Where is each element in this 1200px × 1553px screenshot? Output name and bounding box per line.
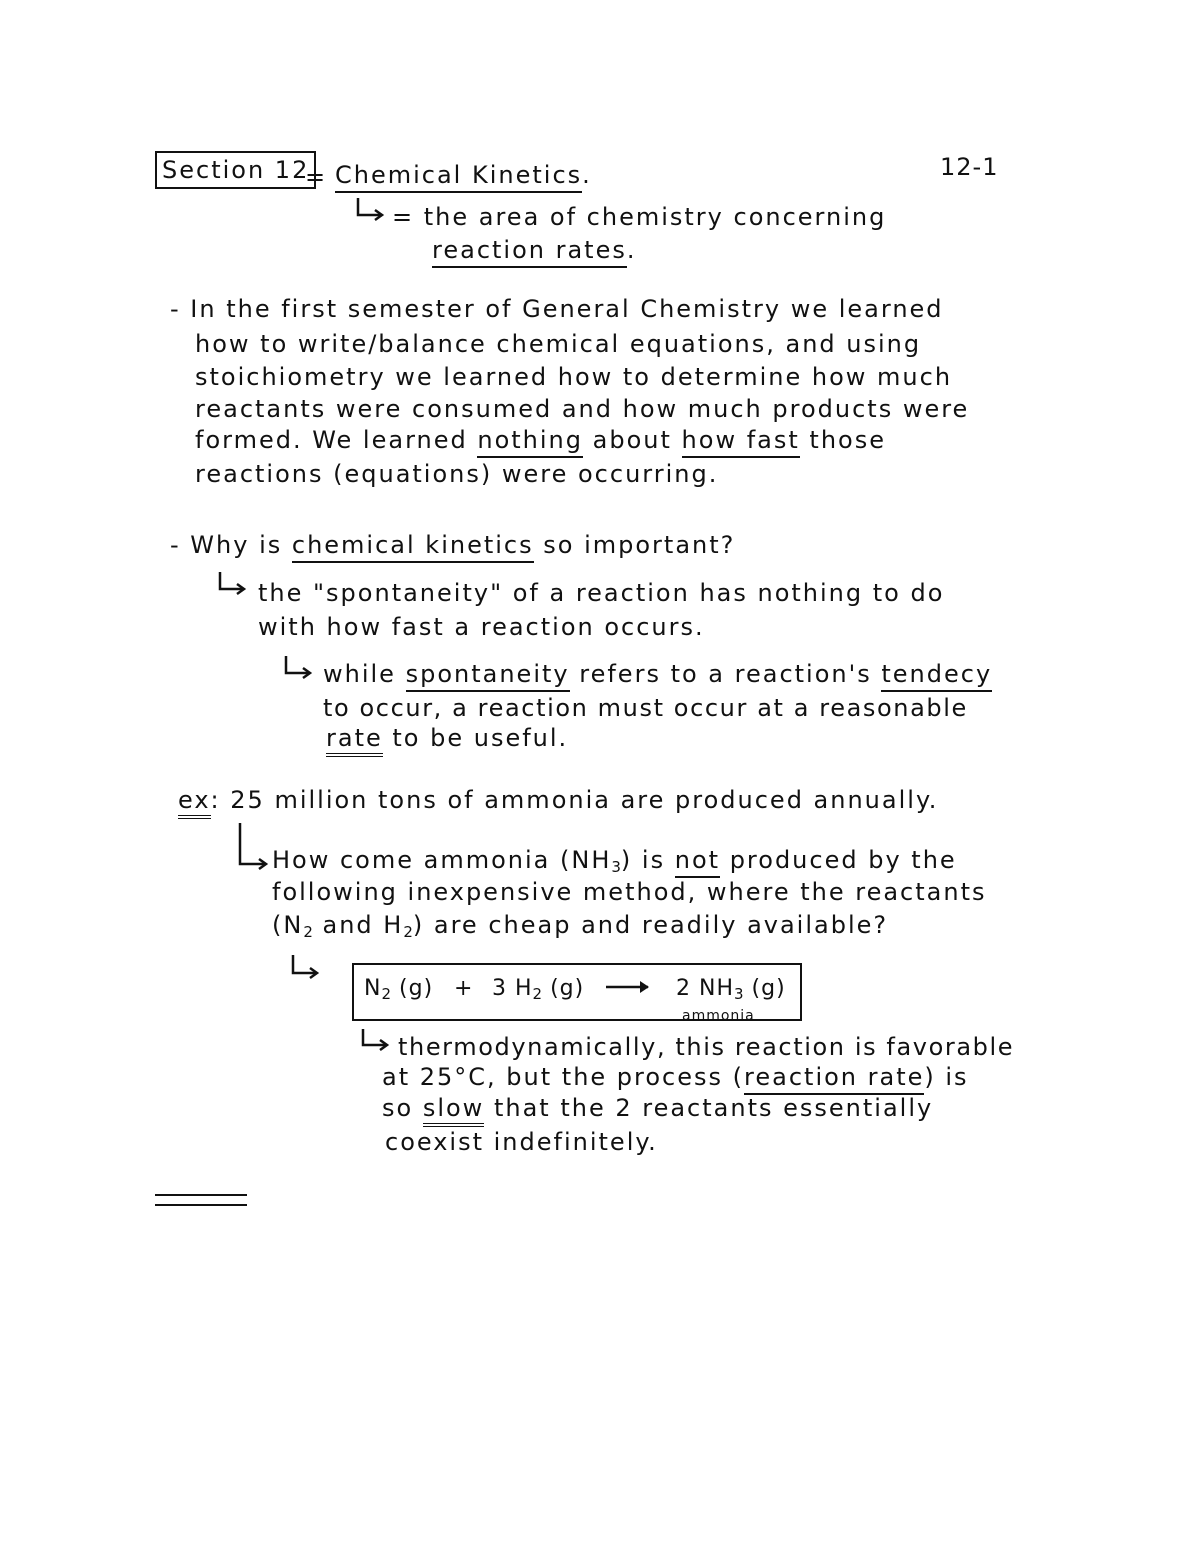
eq-nh3-state: (g) xyxy=(751,976,786,1001)
eq-n2-sub: 2 xyxy=(381,985,392,1003)
page-title-period: . xyxy=(582,161,592,189)
point2-line-3-rest: to be useful. xyxy=(392,724,569,752)
example-label: ex xyxy=(178,786,211,819)
eq-plus: + xyxy=(454,976,474,1001)
thermo-line-3 xyxy=(382,1096,933,1120)
eq-n2-state: (g) xyxy=(399,976,434,1001)
para1-line-5-a: formed. We learned xyxy=(195,426,468,454)
section-end-double-rule xyxy=(155,1194,247,1206)
hooked-arrow-icon xyxy=(355,198,385,222)
thermo-slow: slow xyxy=(423,1094,484,1127)
hooked-arrow-icon xyxy=(217,572,247,596)
para1-line-2: how to write/balance chemical equations, and using xyxy=(195,330,922,358)
point2-line-3 xyxy=(326,726,568,750)
point2-refers: refers to a reaction's xyxy=(579,660,872,688)
ammonia-q-line-3 xyxy=(272,913,888,940)
eq-nh3-symbol: 2 NH xyxy=(676,976,734,1001)
eq-h2-sub: 2 xyxy=(532,985,543,1003)
eq-nh3-sub: 3 xyxy=(734,985,744,1003)
eq-h2 xyxy=(492,976,584,1003)
thermo-3b: that the 2 reactants essentially xyxy=(493,1094,934,1122)
para1-line-3: stoichiometry we learned how to determine how much xyxy=(195,363,953,391)
thermo-reaction-rate: reaction rate xyxy=(744,1063,924,1095)
hooked-arrow-icon xyxy=(290,955,320,979)
thermo-3a: so xyxy=(382,1094,414,1122)
point2-tendecy: tendecy xyxy=(881,660,992,692)
thermo-2a: at 25°C, but the process ( xyxy=(382,1063,745,1091)
ammonia-q-3c: ) are cheap and readily available? xyxy=(412,911,889,939)
reaction-equation-box xyxy=(352,963,802,1024)
ammonia-q-3b: and H xyxy=(312,911,404,939)
ammonia-q-c: produced by the xyxy=(729,846,957,874)
para1-line-1: - In the first semester of General Chemistry we learned xyxy=(170,295,944,323)
para1-line-6: reactions (equations) were occurring. xyxy=(195,460,719,488)
ammonia-q-line-2: following inexpensive method, where the reactants xyxy=(272,878,987,906)
thermo-2b: ) is xyxy=(924,1063,969,1091)
definition-period: . xyxy=(626,236,637,264)
definition-line-1: = the area of chemistry concerning xyxy=(392,203,887,231)
section-label-text: Section 12 xyxy=(155,151,316,189)
para1-line-4: reactants were consumed and how much products were xyxy=(195,395,970,423)
question-dash: - Why is xyxy=(170,531,283,559)
definition-reaction-rates: reaction rates xyxy=(432,236,627,268)
point1-line-2: with how fast a reaction occurs. xyxy=(258,613,705,641)
example-colon: : xyxy=(210,786,221,814)
para1-line-5-c: those xyxy=(809,426,886,454)
hooked-arrow-icon xyxy=(237,823,267,871)
ammonia-q-3sub2: 2 xyxy=(403,923,413,941)
question-rest: so important? xyxy=(543,531,736,559)
hooked-arrow-icon xyxy=(283,656,313,680)
eq-h2-state: (g) xyxy=(550,976,585,1001)
point2-rate: rate xyxy=(326,724,383,757)
ammonia-q-3sub1: 2 xyxy=(303,923,313,941)
para1-line-5 xyxy=(195,428,886,452)
example-text: 25 million tons of ammonia are produced annually. xyxy=(230,786,939,814)
eq-n2 xyxy=(364,976,433,1003)
eq-h2-symbol: 3 H xyxy=(492,976,533,1001)
thermo-line-2 xyxy=(382,1065,969,1089)
hooked-arrow-icon xyxy=(360,1029,390,1053)
point1-line-1: the "spontaneity" of a reaction has nothing to do xyxy=(258,579,945,607)
page-number: 12-1 xyxy=(940,153,999,181)
ammonia-q-b: ) is xyxy=(620,846,666,874)
ammonia-q-line-1 xyxy=(272,848,957,875)
page-title-text: Chemical Kinetics xyxy=(335,161,582,193)
example-line xyxy=(178,788,938,812)
question-chemical-kinetics: chemical kinetics xyxy=(292,531,534,563)
header-equals: = xyxy=(305,163,328,191)
eq-ammonia-label: ammonia xyxy=(682,1008,755,1024)
definition-line-2 xyxy=(432,238,637,262)
thermo-line-4: coexist indefinitely. xyxy=(385,1128,658,1156)
para1-how-fast: how fast xyxy=(682,426,800,458)
ammonia-q-sub: 3 xyxy=(611,858,621,876)
ammonia-q-a: How come ammonia (NH xyxy=(272,846,612,874)
point2-spontaneity: spontaneity xyxy=(406,660,570,692)
point2-line-2: to occur, a reaction must occur at a reasonable xyxy=(323,694,968,722)
thermo-line-1: thermodynamically, this reaction is favorable xyxy=(398,1033,1015,1061)
page-title xyxy=(335,163,592,187)
question-line xyxy=(170,533,735,557)
point2-line-1 xyxy=(323,662,992,686)
para1-nothing: nothing xyxy=(477,426,583,458)
eq-nh3 xyxy=(676,976,786,1003)
eq-n2-symbol: N xyxy=(364,976,382,1001)
para1-line-5-b: about xyxy=(592,426,672,454)
section-label xyxy=(155,158,316,182)
right-arrow-icon xyxy=(604,978,652,996)
point2-while: while xyxy=(323,660,396,688)
ammonia-q-not: not xyxy=(675,846,720,878)
ammonia-q-3a: (N xyxy=(272,911,304,939)
